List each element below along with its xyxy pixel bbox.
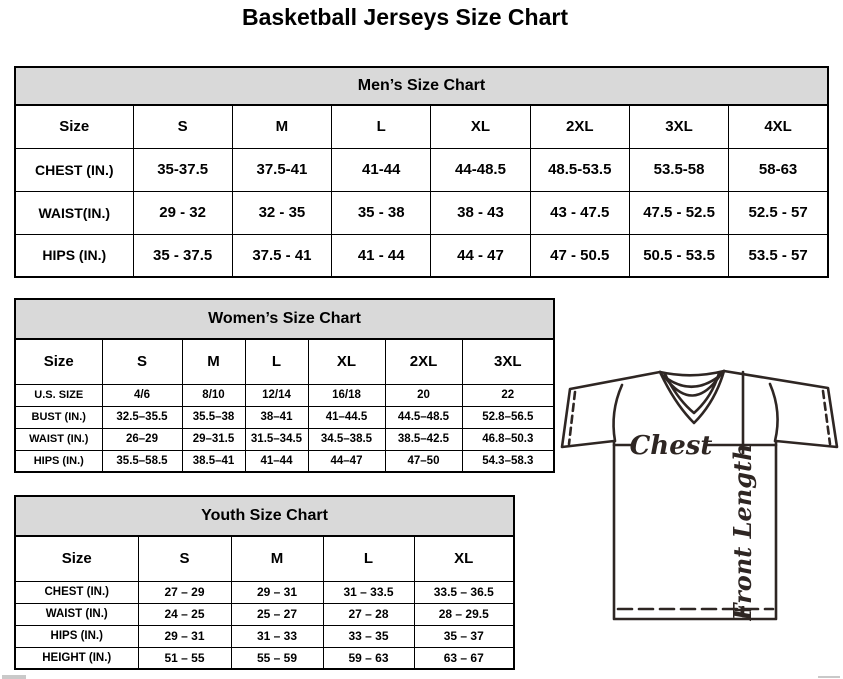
cell-value: 38–41 <box>245 406 308 428</box>
cell-value: 34.5–38.5 <box>308 428 385 450</box>
cell-value: 43 - 47.5 <box>530 191 629 234</box>
cell-value: 46.8–50.3 <box>462 428 554 450</box>
cell-value: 27 – 28 <box>323 603 414 625</box>
table-row <box>15 428 554 450</box>
cell-value: 33.5 – 36.5 <box>414 581 514 603</box>
table-row <box>15 581 514 603</box>
cell-value: 26–29 <box>102 428 182 450</box>
column-header: S <box>133 105 232 148</box>
table-row <box>15 625 514 647</box>
column-header: M <box>231 536 323 581</box>
table-row <box>15 406 554 428</box>
cell-value: 25 – 27 <box>231 603 323 625</box>
cell-value: 41–44 <box>245 450 308 472</box>
table-title: Men’s Size Chart <box>15 67 828 105</box>
row-label: HIPS (IN.) <box>15 625 138 647</box>
cell-value: 44–47 <box>308 450 385 472</box>
cell-value: 8/10 <box>182 384 245 406</box>
cell-value: 37.5-41 <box>232 148 331 191</box>
table-row <box>15 191 828 234</box>
row-label: WAIST (IN.) <box>15 603 138 625</box>
cell-value: 35 - 37.5 <box>133 234 232 277</box>
cell-value: 22 <box>462 384 554 406</box>
cell-value: 31.5–34.5 <box>245 428 308 450</box>
cell-value: 31 – 33.5 <box>323 581 414 603</box>
jersey-measurement-diagram <box>552 358 843 626</box>
cell-value: 47 - 50.5 <box>530 234 629 277</box>
cell-value: 29–31.5 <box>182 428 245 450</box>
column-header: XL <box>431 105 530 148</box>
cell-value: 47.5 - 52.5 <box>629 191 728 234</box>
cell-value: 52.8–56.5 <box>462 406 554 428</box>
row-label: WAIST(IN.) <box>15 191 133 234</box>
cell-value: 55 – 59 <box>231 647 323 669</box>
cell-value: 41–44.5 <box>308 406 385 428</box>
row-label: CHEST (IN.) <box>15 581 138 603</box>
cell-value: 20 <box>385 384 462 406</box>
cell-value: 35-37.5 <box>133 148 232 191</box>
cell-value: 27 – 29 <box>138 581 231 603</box>
youth-size-chart-table <box>14 495 515 670</box>
cell-value: 53.5 - 57 <box>729 234 828 277</box>
cell-value: 50.5 - 53.5 <box>629 234 728 277</box>
row-label: CHEST (IN.) <box>15 148 133 191</box>
cell-value: 35.5–58.5 <box>102 450 182 472</box>
cell-value: 29 – 31 <box>138 625 231 647</box>
column-header: L <box>245 339 308 384</box>
table-row <box>15 384 554 406</box>
cell-value: 59 – 63 <box>323 647 414 669</box>
cell-value: 32 - 35 <box>232 191 331 234</box>
cell-value: 38.5–42.5 <box>385 428 462 450</box>
row-label: HIPS (IN.) <box>15 234 133 277</box>
column-header: S <box>138 536 231 581</box>
table-row <box>15 450 554 472</box>
womens-size-chart-table <box>14 298 555 473</box>
column-header: 3XL <box>629 105 728 148</box>
front-length-label: Front Length <box>728 443 757 621</box>
scrollbar-artifact-right <box>818 676 840 678</box>
cell-value: 54.3–58.3 <box>462 450 554 472</box>
cell-value: 58-63 <box>729 148 828 191</box>
cell-value: 29 – 31 <box>231 581 323 603</box>
cell-value: 37.5 - 41 <box>232 234 331 277</box>
column-header: 2XL <box>385 339 462 384</box>
column-header: S <box>102 339 182 384</box>
column-header: XL <box>308 339 385 384</box>
cell-value: 38 - 43 <box>431 191 530 234</box>
table-title: Youth Size Chart <box>15 496 514 536</box>
cell-value: 35.5–38 <box>182 406 245 428</box>
column-header: 4XL <box>729 105 828 148</box>
cell-value: 33 – 35 <box>323 625 414 647</box>
column-header: Size <box>15 105 133 148</box>
cell-value: 4/6 <box>102 384 182 406</box>
cell-value: 52.5 - 57 <box>729 191 828 234</box>
cell-value: 41 - 44 <box>332 234 431 277</box>
table-row <box>15 603 514 625</box>
column-header: Size <box>15 339 102 384</box>
cell-value: 47–50 <box>385 450 462 472</box>
cell-value: 31 – 33 <box>231 625 323 647</box>
row-label: U.S. SIZE <box>15 384 102 406</box>
row-label: HIPS (IN.) <box>15 450 102 472</box>
cell-value: 12/14 <box>245 384 308 406</box>
mens-size-chart-table <box>14 66 829 278</box>
page-title: Basketball Jerseys Size Chart <box>241 4 568 30</box>
column-header: M <box>232 105 331 148</box>
row-label: BUST (IN.) <box>15 406 102 428</box>
column-header: L <box>323 536 414 581</box>
cell-value: 35 – 37 <box>414 625 514 647</box>
scrollbar-artifact-left <box>2 675 26 679</box>
cell-value: 35 - 38 <box>332 191 431 234</box>
chest-label: Chest <box>629 431 713 461</box>
table-row <box>15 647 514 669</box>
table-row <box>15 234 828 277</box>
column-header: L <box>332 105 431 148</box>
cell-value: 28 – 29.5 <box>414 603 514 625</box>
column-header: 3XL <box>462 339 554 384</box>
column-header: Size <box>15 536 138 581</box>
column-header: XL <box>414 536 514 581</box>
cell-value: 48.5-53.5 <box>530 148 629 191</box>
cell-value: 63 – 67 <box>414 647 514 669</box>
column-header: M <box>182 339 245 384</box>
cell-value: 29 - 32 <box>133 191 232 234</box>
cell-value: 38.5–41 <box>182 450 245 472</box>
table-row <box>15 148 828 191</box>
cell-value: 51 – 55 <box>138 647 231 669</box>
cell-value: 44-48.5 <box>431 148 530 191</box>
cell-value: 24 – 25 <box>138 603 231 625</box>
cell-value: 44 - 47 <box>431 234 530 277</box>
cell-value: 16/18 <box>308 384 385 406</box>
cell-value: 32.5–35.5 <box>102 406 182 428</box>
row-label: WAIST (IN.) <box>15 428 102 450</box>
row-label: HEIGHT (IN.) <box>15 647 138 669</box>
table-title: Women’s Size Chart <box>15 299 554 339</box>
cell-value: 41-44 <box>332 148 431 191</box>
cell-value: 53.5-58 <box>629 148 728 191</box>
cell-value: 44.5–48.5 <box>385 406 462 428</box>
column-header: 2XL <box>530 105 629 148</box>
